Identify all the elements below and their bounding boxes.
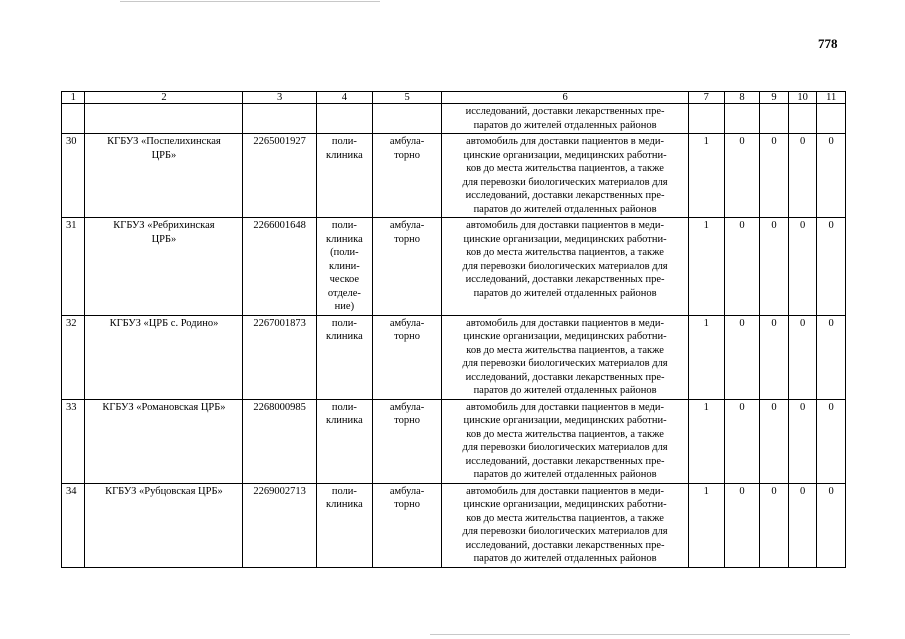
text-line: амбула- xyxy=(389,485,425,497)
column-header: 9 xyxy=(760,92,789,104)
inn-cell: 2267001873 xyxy=(243,315,316,399)
text-line: амбула- xyxy=(389,136,425,147)
text-line: ков до места жительства пациентов, а также xyxy=(466,247,664,258)
text-line: паратов до жителей отдаленных районов xyxy=(473,553,657,564)
value-cell-9: 0 xyxy=(760,399,789,483)
text-line: ков до места жительства пациентов, а также xyxy=(466,163,664,174)
text-line: поли- xyxy=(331,136,357,147)
text-line: клиника xyxy=(325,149,363,161)
organization-cell xyxy=(85,483,243,567)
text-line: ческое xyxy=(329,274,360,285)
value-cell-11: 0 xyxy=(817,218,846,316)
value-cell-10: 0 xyxy=(788,218,817,316)
text-line: для перевозки биологических материалов для xyxy=(462,358,668,369)
value-cell-9: 0 xyxy=(760,315,789,399)
value-cell-8: 0 xyxy=(724,399,760,483)
text-line: торно xyxy=(394,149,420,161)
description-cell xyxy=(442,104,689,134)
text-line: исследований, доставки лекарственных пре- xyxy=(465,106,665,117)
value-cell-9: 0 xyxy=(760,483,789,567)
value-cell-11: 0 xyxy=(817,134,846,218)
column-header: 6 xyxy=(442,92,689,104)
description-cell xyxy=(442,315,689,399)
text-line: паратов до жителей отдаленных районов xyxy=(473,203,657,215)
text-line: ков до места жительства пациентов, а также xyxy=(466,512,664,524)
organization-cell xyxy=(85,134,243,218)
column-header: 2 xyxy=(85,92,243,104)
inn-cell: 2266001648 xyxy=(243,218,316,316)
organization-cell xyxy=(85,315,243,399)
text-line: амбула- xyxy=(389,317,425,329)
table-row xyxy=(62,315,846,399)
text-line: автомобиль для доставки пациентов в меди- xyxy=(466,136,665,147)
text-line: паратов до жителей отдаленных районов xyxy=(473,385,657,396)
care-mode-cell xyxy=(372,315,441,399)
value-cell-8: 0 xyxy=(724,134,760,218)
row-number-cell: 32 xyxy=(62,315,85,399)
text-line: исследований, доставки лекарственных пре- xyxy=(465,190,665,201)
description-cell xyxy=(442,483,689,567)
column-header: 4 xyxy=(316,92,372,104)
text-line: клиника xyxy=(325,415,363,426)
inn-cell: 2265001927 xyxy=(243,134,316,218)
scan-artifact-top xyxy=(120,1,380,2)
text-line: цинские организации, медицинских работни- xyxy=(463,331,667,342)
text-line: паратов до жителей отдаленных районов xyxy=(473,469,657,480)
value-cell-11: 0 xyxy=(817,399,846,483)
text-line: автомобиль для доставки пациентов в меди- xyxy=(466,220,665,231)
text-line: поли- xyxy=(331,485,357,497)
table-row xyxy=(62,218,846,316)
column-header: 10 xyxy=(788,92,817,104)
text-line: исследований, доставки лекарственных пре- xyxy=(465,539,665,551)
text-line: цинские организации, медицинских работни- xyxy=(463,233,667,245)
text-line: поли- xyxy=(331,401,357,413)
unit-type-cell xyxy=(316,483,372,567)
value-cell-8: 0 xyxy=(724,315,760,399)
value-cell-9: 0 xyxy=(760,218,789,316)
value-cell-8: 0 xyxy=(724,218,760,316)
text-line: торно xyxy=(394,415,420,426)
text-line: клиника xyxy=(325,499,363,510)
unit-type-cell xyxy=(316,218,372,316)
text-line: автомобиль для доставки пациентов в меди- xyxy=(466,401,665,413)
text-line: поли- xyxy=(331,220,357,231)
continuation-row xyxy=(62,104,846,134)
text-line: КГБУЗ «Ребрихинская xyxy=(113,220,215,231)
care-mode-cell xyxy=(372,134,441,218)
value-cell-9: 0 xyxy=(760,134,789,218)
inn-cell: 2268000985 xyxy=(243,399,316,483)
text-line: автомобиль для доставки пациентов в меди- xyxy=(466,317,665,329)
column-header: 1 xyxy=(62,92,85,104)
column-header: 7 xyxy=(688,92,724,104)
text-line: КГБУЗ «ЦРБ с. Родино» xyxy=(109,317,219,329)
value-cell-7: 1 xyxy=(688,399,724,483)
value-cell-7: 1 xyxy=(688,134,724,218)
scan-artifact-bottom xyxy=(430,634,850,635)
organization-cell xyxy=(85,218,243,316)
table-row xyxy=(62,134,846,218)
text-line: поли- xyxy=(331,317,357,329)
header-row xyxy=(62,92,846,104)
care-mode-cell xyxy=(372,483,441,567)
value-cell-10: 0 xyxy=(788,315,817,399)
unit-type-cell xyxy=(316,315,372,399)
row-number-cell: 34 xyxy=(62,483,85,567)
text-line: ков до места жительства пациентов, а также xyxy=(466,428,664,440)
text-line: паратов до жителей отдаленных районов xyxy=(473,119,657,131)
column-header: 11 xyxy=(817,92,846,104)
text-line: исследований, доставки лекарственных пре- xyxy=(465,455,665,467)
table-row xyxy=(62,483,846,567)
text-line: КГБУЗ «Рубцовская ЦРБ» xyxy=(105,485,223,497)
text-line: для перевозки биологических материалов для xyxy=(462,526,668,537)
organization-cell xyxy=(85,399,243,483)
inn-cell: 2269002713 xyxy=(243,483,316,567)
text-line: клиника xyxy=(325,331,363,342)
text-line: торно xyxy=(394,233,420,245)
value-cell-7: 1 xyxy=(688,315,724,399)
unit-type-cell xyxy=(316,399,372,483)
text-line: для перевозки биологических материалов для xyxy=(462,176,668,188)
text-line: торно xyxy=(394,331,420,342)
value-cell-11: 0 xyxy=(817,483,846,567)
text-line: КГБУЗ «Романовская ЦРБ» xyxy=(102,401,226,413)
value-cell-10: 0 xyxy=(788,134,817,218)
text-line: (поли- xyxy=(330,247,359,258)
unit-type-cell xyxy=(316,134,372,218)
text-line: амбула- xyxy=(389,401,425,413)
text-line: цинские организации, медицинских работни- xyxy=(463,415,667,426)
text-line: исследований, доставки лекарственных пре- xyxy=(465,371,665,383)
text-line: клини- xyxy=(329,260,360,272)
text-line: для перевозки биологических материалов для xyxy=(462,442,668,453)
text-line: для перевозки биологических материалов для xyxy=(462,260,668,272)
row-number-cell: 30 xyxy=(62,134,85,218)
value-cell-10: 0 xyxy=(788,483,817,567)
text-line: КГБУЗ «Поспелихинская xyxy=(107,136,221,147)
table-row xyxy=(62,399,846,483)
description-cell xyxy=(442,218,689,316)
text-line: цинские организации, медицинских работни- xyxy=(463,499,667,510)
value-cell-7: 1 xyxy=(688,218,724,316)
text-line: ЦРБ» xyxy=(151,149,177,161)
document-table xyxy=(61,91,846,568)
text-line: автомобиль для доставки пациентов в меди- xyxy=(466,485,665,497)
column-header: 8 xyxy=(724,92,760,104)
value-cell-7: 1 xyxy=(688,483,724,567)
table-body xyxy=(62,92,846,568)
text-line: ков до места жительства пациентов, а также xyxy=(466,344,664,356)
column-header: 3 xyxy=(243,92,316,104)
text-line: отделе- xyxy=(327,287,361,299)
row-number-cell: 31 xyxy=(62,218,85,316)
text-line: ЦРБ» xyxy=(151,233,177,245)
text-line: торно xyxy=(394,499,420,510)
care-mode-cell xyxy=(372,399,441,483)
description-cell xyxy=(442,399,689,483)
value-cell-8: 0 xyxy=(724,483,760,567)
value-cell-10: 0 xyxy=(788,399,817,483)
page-number: 778 xyxy=(818,36,838,51)
text-line: клиника xyxy=(325,233,363,245)
description-cell xyxy=(442,134,689,218)
text-line: исследований, доставки лекарственных пре- xyxy=(465,274,665,285)
row-number-cell: 33 xyxy=(62,399,85,483)
value-cell-11: 0 xyxy=(817,315,846,399)
care-mode-cell xyxy=(372,218,441,316)
text-line: паратов до жителей отдаленных районов xyxy=(473,287,657,299)
text-line: ние) xyxy=(334,301,355,312)
column-header: 5 xyxy=(372,92,441,104)
text-line: цинские организации, медицинских работни- xyxy=(463,149,667,161)
text-line: амбула- xyxy=(389,220,425,231)
